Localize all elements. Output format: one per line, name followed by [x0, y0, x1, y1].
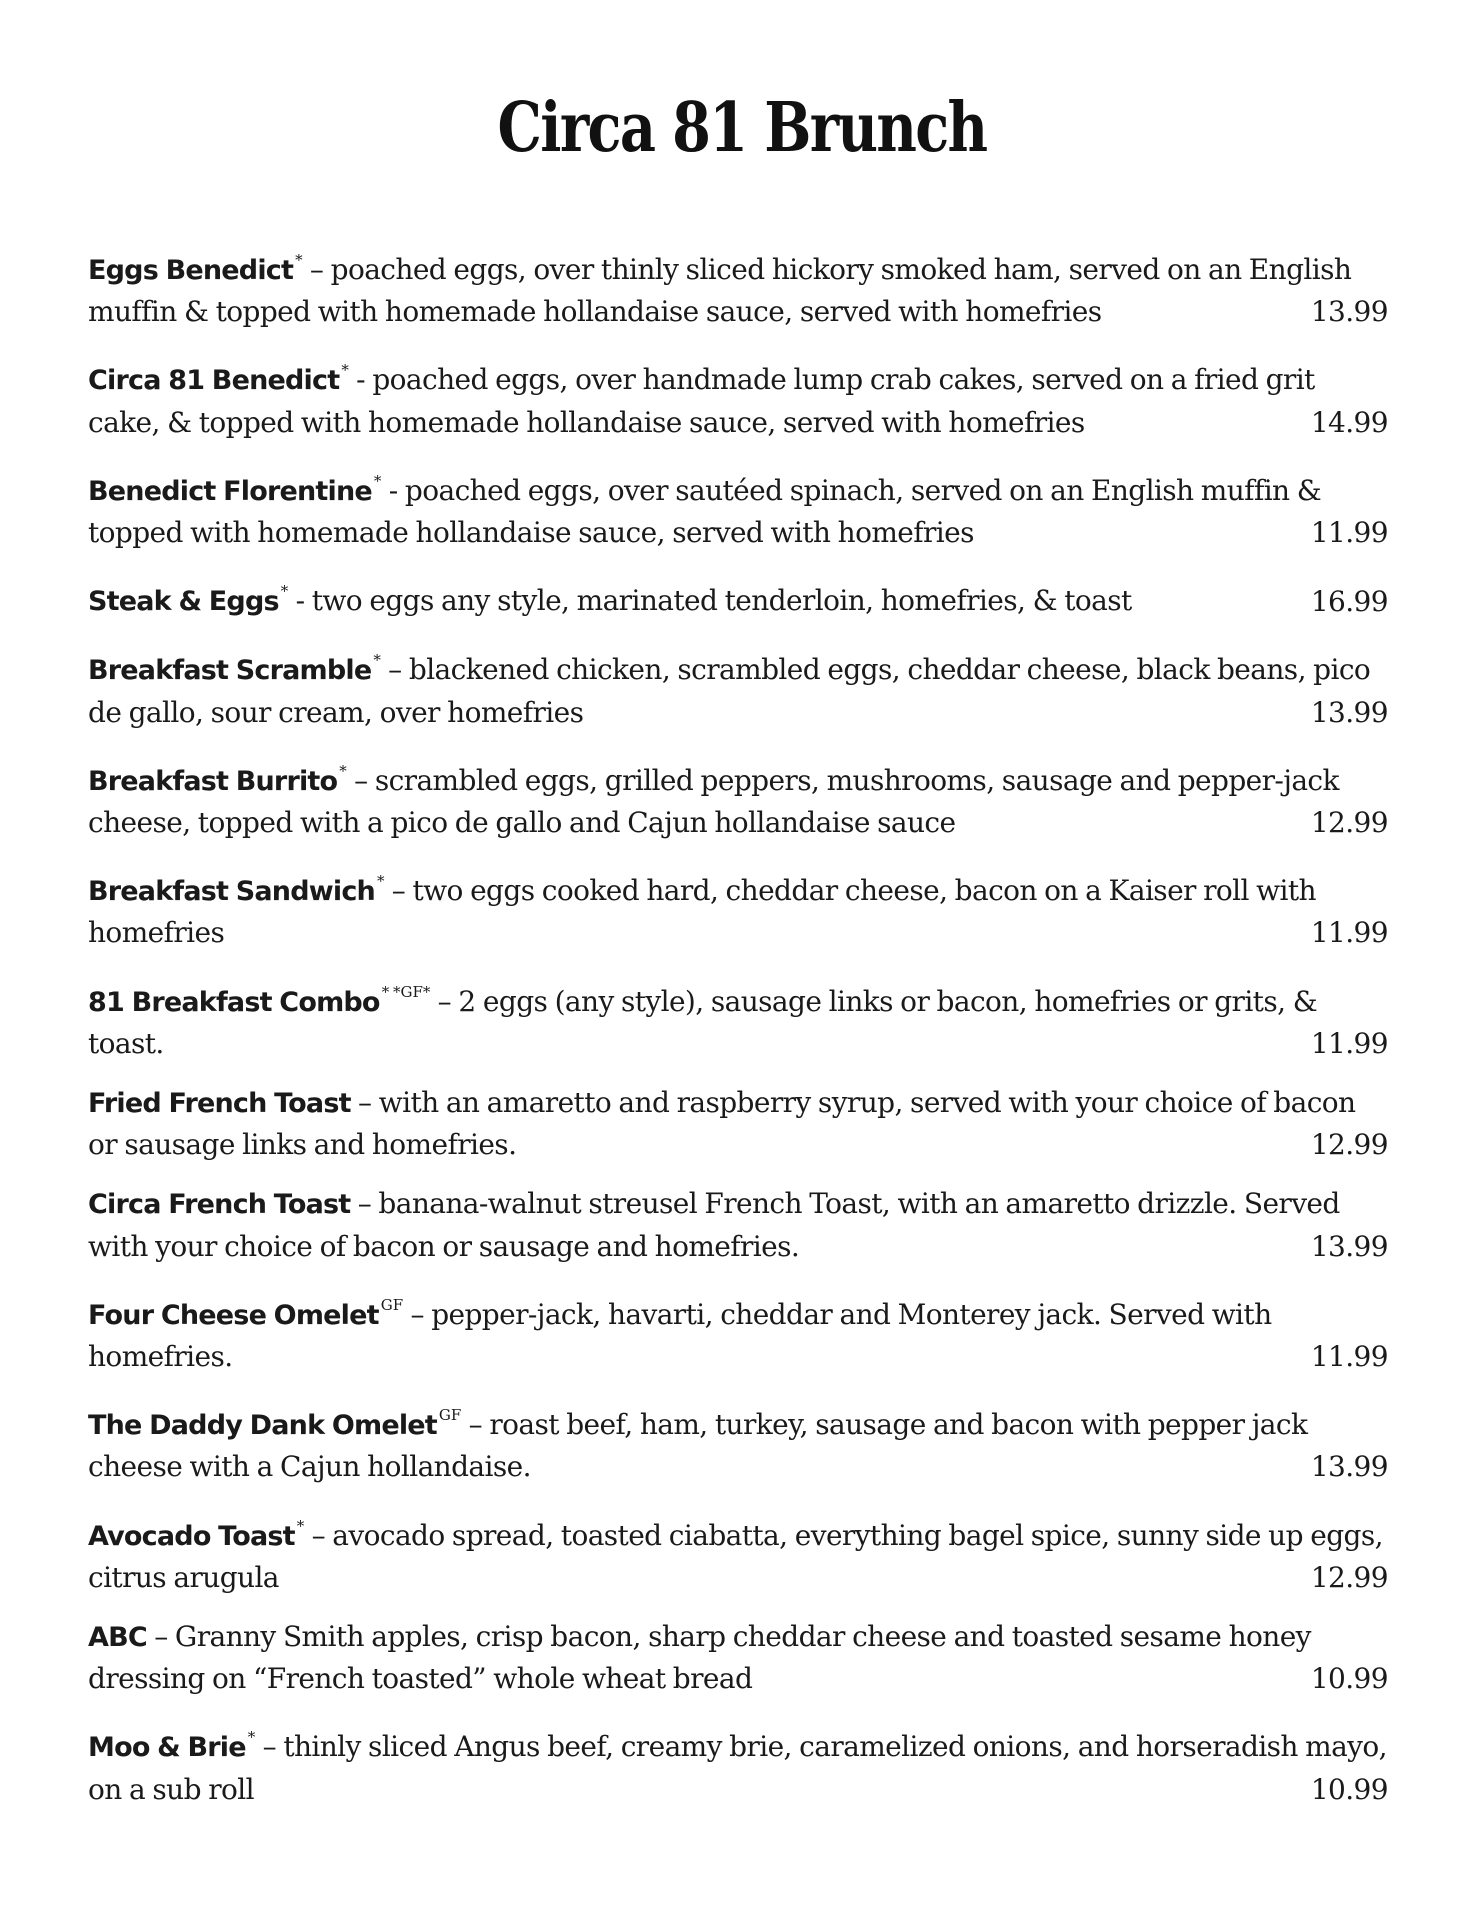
- item-separator: –: [410, 1297, 424, 1331]
- item-name: The Daddy Dank Omelet: [88, 1410, 437, 1442]
- item-name: Breakfast Scramble: [88, 655, 372, 687]
- item-separator: –: [437, 984, 452, 1018]
- item-price: 16.99: [1299, 581, 1388, 622]
- item-price: 10.99: [1299, 1769, 1388, 1810]
- item-separator: -: [295, 584, 305, 618]
- item-description: thinly sliced Angus beef, creamy brie, caramelized onions, and horseradish mayo, on a sub roll: [88, 1730, 1387, 1806]
- item-price: 11.99: [1299, 512, 1388, 553]
- item-separator: -: [388, 473, 398, 507]
- menu-item: [88, 861, 1388, 953]
- item-price: 11.99: [1299, 1336, 1388, 1377]
- item-description: roast beef, ham, turkey, sausage and bacon with pepper jack cheese with a Cajun hollandaise.: [88, 1408, 1308, 1484]
- menu-item: [88, 1183, 1388, 1266]
- item-price: 12.99: [1299, 1557, 1388, 1598]
- menu-item: [88, 972, 1388, 1064]
- item-description: banana-walnut streusel French Toast, with an amaretto drizzle. Served with your choice of bacon or sausage and homefries.: [88, 1187, 1340, 1263]
- item-description: scrambled eggs, grilled peppers, mushrooms, sausage and pepper-jack cheese, topped with a pico de gallo and Cajun hollandaise sauce: [88, 763, 1339, 840]
- item-name: Breakfast Sandwich: [88, 876, 375, 908]
- item-mark: *: [295, 251, 303, 269]
- item-description: 2 eggs (any style), sausage links or bacon, homefries or grits, & toast.: [88, 984, 1318, 1060]
- menu-item: [88, 240, 1388, 332]
- item-mark: *: [341, 361, 349, 380]
- item-mark: GF: [380, 1295, 404, 1314]
- item-mark: * *GF*: [381, 982, 431, 1001]
- item-description: with an amaretto and raspberry syrup, served with your choice of bacon or sausage links and homefries.: [88, 1086, 1356, 1162]
- item-price: 13.99: [1299, 692, 1388, 733]
- item-mark: *: [247, 1728, 256, 1747]
- item-separator: –: [154, 1620, 168, 1654]
- item-separator: –: [388, 653, 402, 687]
- item-separator: –: [311, 1518, 325, 1552]
- item-price: 11.99: [1299, 1023, 1388, 1064]
- item-description: two eggs cooked hard, cheddar cheese, bacon on a Kaiser roll with homefries: [88, 874, 1316, 950]
- item-separator: –: [391, 874, 406, 908]
- item-name: Avocado Toast: [88, 1520, 295, 1552]
- item-description: Granny Smith apples, crisp bacon, sharp cheddar cheese and toasted sesame honey dressing on “French toasted” whole wheat bread: [88, 1620, 1311, 1696]
- item-price: 10.99: [1299, 1658, 1388, 1699]
- item-description: poached eggs, over handmade lump crab cakes, served on a fried grit cake, & topped with homemade hollandaise sauce, served with homefries: [88, 363, 1315, 439]
- menu-item: [88, 1395, 1388, 1487]
- item-name: Steak & Eggs: [88, 586, 279, 618]
- item-separator: –: [357, 1187, 372, 1221]
- item-separator: –: [354, 763, 368, 797]
- item-name: Eggs Benedict: [88, 255, 294, 286]
- item-mark: *: [339, 761, 347, 780]
- item-description: two eggs any style, marinated tenderloin, homefries, & toast: [311, 584, 1132, 618]
- item-name: ABC: [88, 1622, 147, 1654]
- menu-item: [88, 1082, 1388, 1165]
- menu-item: [88, 1717, 1388, 1809]
- item-price: 14.99: [1299, 402, 1388, 443]
- item-name: Benedict Florentine: [88, 475, 372, 507]
- menu-item: [88, 1506, 1388, 1598]
- item-separator: –: [262, 1730, 276, 1764]
- item-price: 13.99: [1299, 1226, 1388, 1267]
- item-mark: GF: [438, 1406, 462, 1425]
- item-mark: *: [296, 1516, 305, 1535]
- menu-item: [88, 461, 1388, 553]
- item-description: pepper-jack, havarti, cheddar and Monterey jack. Served with homefries.: [88, 1297, 1272, 1374]
- item-mark: *: [280, 582, 289, 601]
- item-mark: *: [376, 872, 385, 891]
- item-price: 13.99: [1299, 1446, 1388, 1487]
- menu-item: [88, 350, 1388, 442]
- item-name: Circa 81 Benedict: [88, 365, 340, 397]
- item-price: 12.99: [1299, 1124, 1388, 1165]
- menu-item: [88, 1616, 1388, 1699]
- item-price: 12.99: [1299, 802, 1388, 843]
- item-price: 11.99: [1299, 912, 1388, 953]
- item-name: Moo & Brie: [88, 1732, 246, 1764]
- item-separator: –: [358, 1086, 372, 1120]
- item-separator: –: [309, 253, 324, 286]
- item-description: poached eggs, over sautéed spinach, served on an English muffin & topped with homemade hollandaise sauce, served with homefries: [88, 473, 1322, 550]
- item-mark: *: [373, 471, 382, 490]
- item-name: Four Cheese Omelet: [88, 1299, 379, 1331]
- item-name: Breakfast Burrito: [88, 765, 338, 797]
- item-mark: *: [373, 651, 381, 670]
- menu-list: [88, 240, 1388, 1828]
- menu-item: [88, 1285, 1388, 1377]
- item-price: 13.99: [1299, 291, 1388, 332]
- item-description: poached eggs, over thinly sliced hickory smoked ham, served on an English muffin & topped with homemade hollandaise sauce, served with homefries: [88, 253, 1352, 329]
- item-description: blackened chicken, scrambled eggs, cheddar cheese, black beans, pico de gallo, sour cream, over homefries: [88, 653, 1371, 729]
- menu-item: [88, 640, 1388, 732]
- item-name: 81 Breakfast Combo: [88, 986, 380, 1018]
- menu-item: [88, 571, 1388, 622]
- item-description: avocado spread, toasted ciabatta, everything bagel spice, sunny side up eggs, citrus arugula: [88, 1518, 1383, 1594]
- item-name: Fried French Toast: [88, 1088, 351, 1120]
- item-name: Circa French Toast: [88, 1189, 351, 1221]
- menu-item: [88, 751, 1388, 843]
- item-separator: -: [356, 363, 365, 397]
- item-separator: –: [468, 1408, 483, 1442]
- page-title: Circa 81 Brunch: [497, 88, 987, 168]
